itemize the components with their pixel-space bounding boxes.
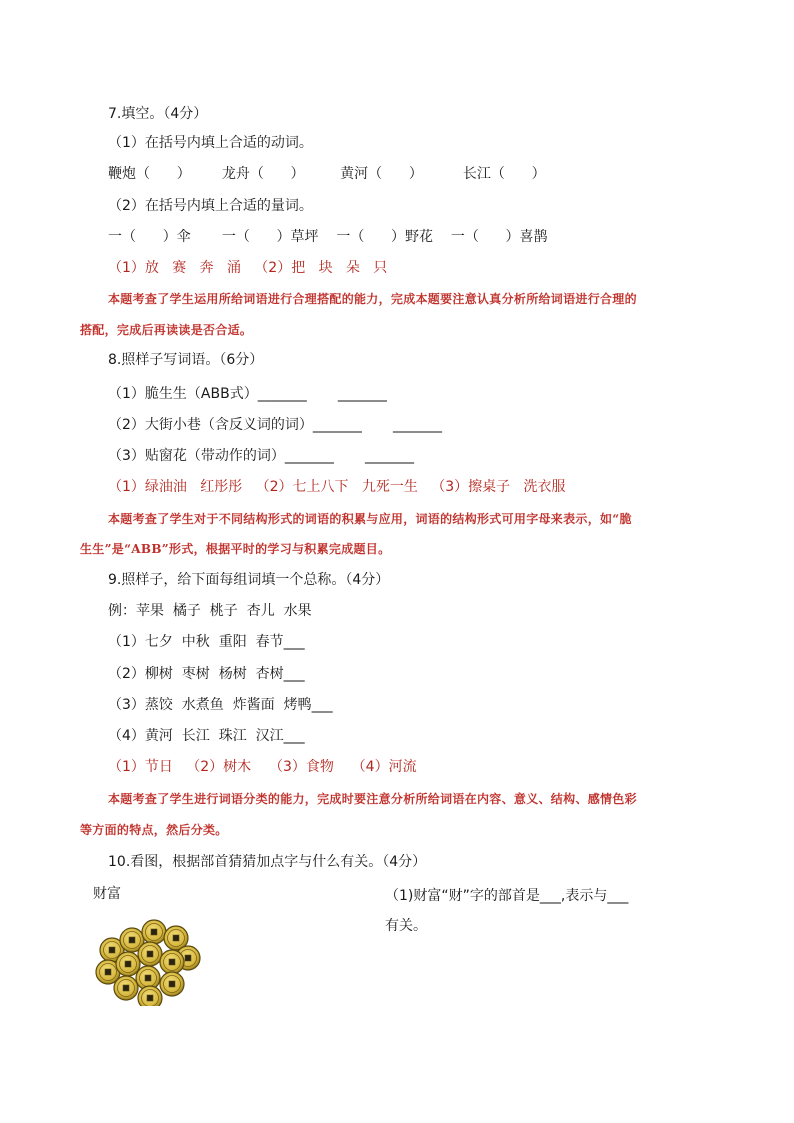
q7-sub1: （1）在括号内填上合适的动词。: [108, 135, 313, 151]
q8-item1: （1）脆生生（ABB式）_______ _______: [108, 386, 387, 402]
q9-item1: （1）七夕 中秋 重阳 春节___: [108, 634, 305, 650]
q8-item2: （2）大街小巷（含反义词的词）_______ _______: [108, 417, 443, 433]
q10-image-caption: 财富: [93, 886, 121, 902]
q8-note-line2: 生生”是“ABB”形式，根据平时的学习与积累完成题目。: [80, 542, 391, 556]
q7-row1: 鞭炮（ ） 龙舟（ ） 黄河（ ） 长江（ ）: [108, 166, 546, 182]
q9-item3: （3）蒸饺 水煮鱼 炸酱面 烤鸭___: [108, 697, 333, 713]
ancient-coins-icon: [92, 912, 204, 1006]
q9-item4: （4）黄河 长江 珠江 汉江___: [108, 728, 305, 744]
q7-note-line1: 本题考查了学生运用所给词语进行合理搭配的能力，完成本题要注意认真分析所给词语进行合理的: [108, 292, 637, 306]
q9-title: 9.照样子，给下面每组词填一个总称。（4分）: [108, 572, 390, 588]
q8-item3: （3）贴窗花（带动作的词）_______ _______: [108, 448, 415, 464]
q9-item2: （2）柳树 枣树 杨树 杏树___: [108, 666, 305, 682]
q9-note-line1: 本题考查了学生进行词语分类的能力，完成时要注意分析所给词语在内容、意义、结构、感情色彩: [108, 792, 637, 806]
q10-line2: 有关。: [385, 918, 427, 934]
q9-answer: （1）节日 （2）树木 （3）食物 （4）河流: [108, 759, 417, 775]
q8-title: 8.照样子写词语。（6分）: [108, 352, 264, 368]
q9-note-line2: 等方面的特点，然后分类。: [80, 823, 228, 837]
q10-line1: （1)财富“财”字的部首是___,表示与___: [385, 888, 629, 904]
q7-sub2: （2）在括号内填上合适的量词。: [108, 198, 313, 214]
q8-answer: （1）绿油油 红彤彤 （2）七上八下 九死一生 （3）擦桌子 洗衣服: [108, 479, 566, 495]
q7-row2: 一（ ）伞 一（ ）草坪 一（ ）野花 一（ ）喜鹊: [108, 229, 548, 245]
q8-note-line1: 本题考查了学生对于不同结构形式的词语的积累与应用，词语的结构形式可用字母来表示，如“脆: [108, 512, 632, 526]
q7-title: 7.填空。（4分）: [108, 106, 208, 122]
q9-example: 例：苹果 橘子 桃子 杏儿 水果: [108, 603, 312, 619]
q7-note-line2: 搭配，完成后再读读是否合适。: [80, 323, 253, 337]
q7-answer: （1）放 赛 奔 涌 （2）把 块 朵 只: [108, 260, 388, 276]
q10-title: 10.看图，根据部首猜猜加点字与什么有关。（4分）: [108, 854, 427, 870]
